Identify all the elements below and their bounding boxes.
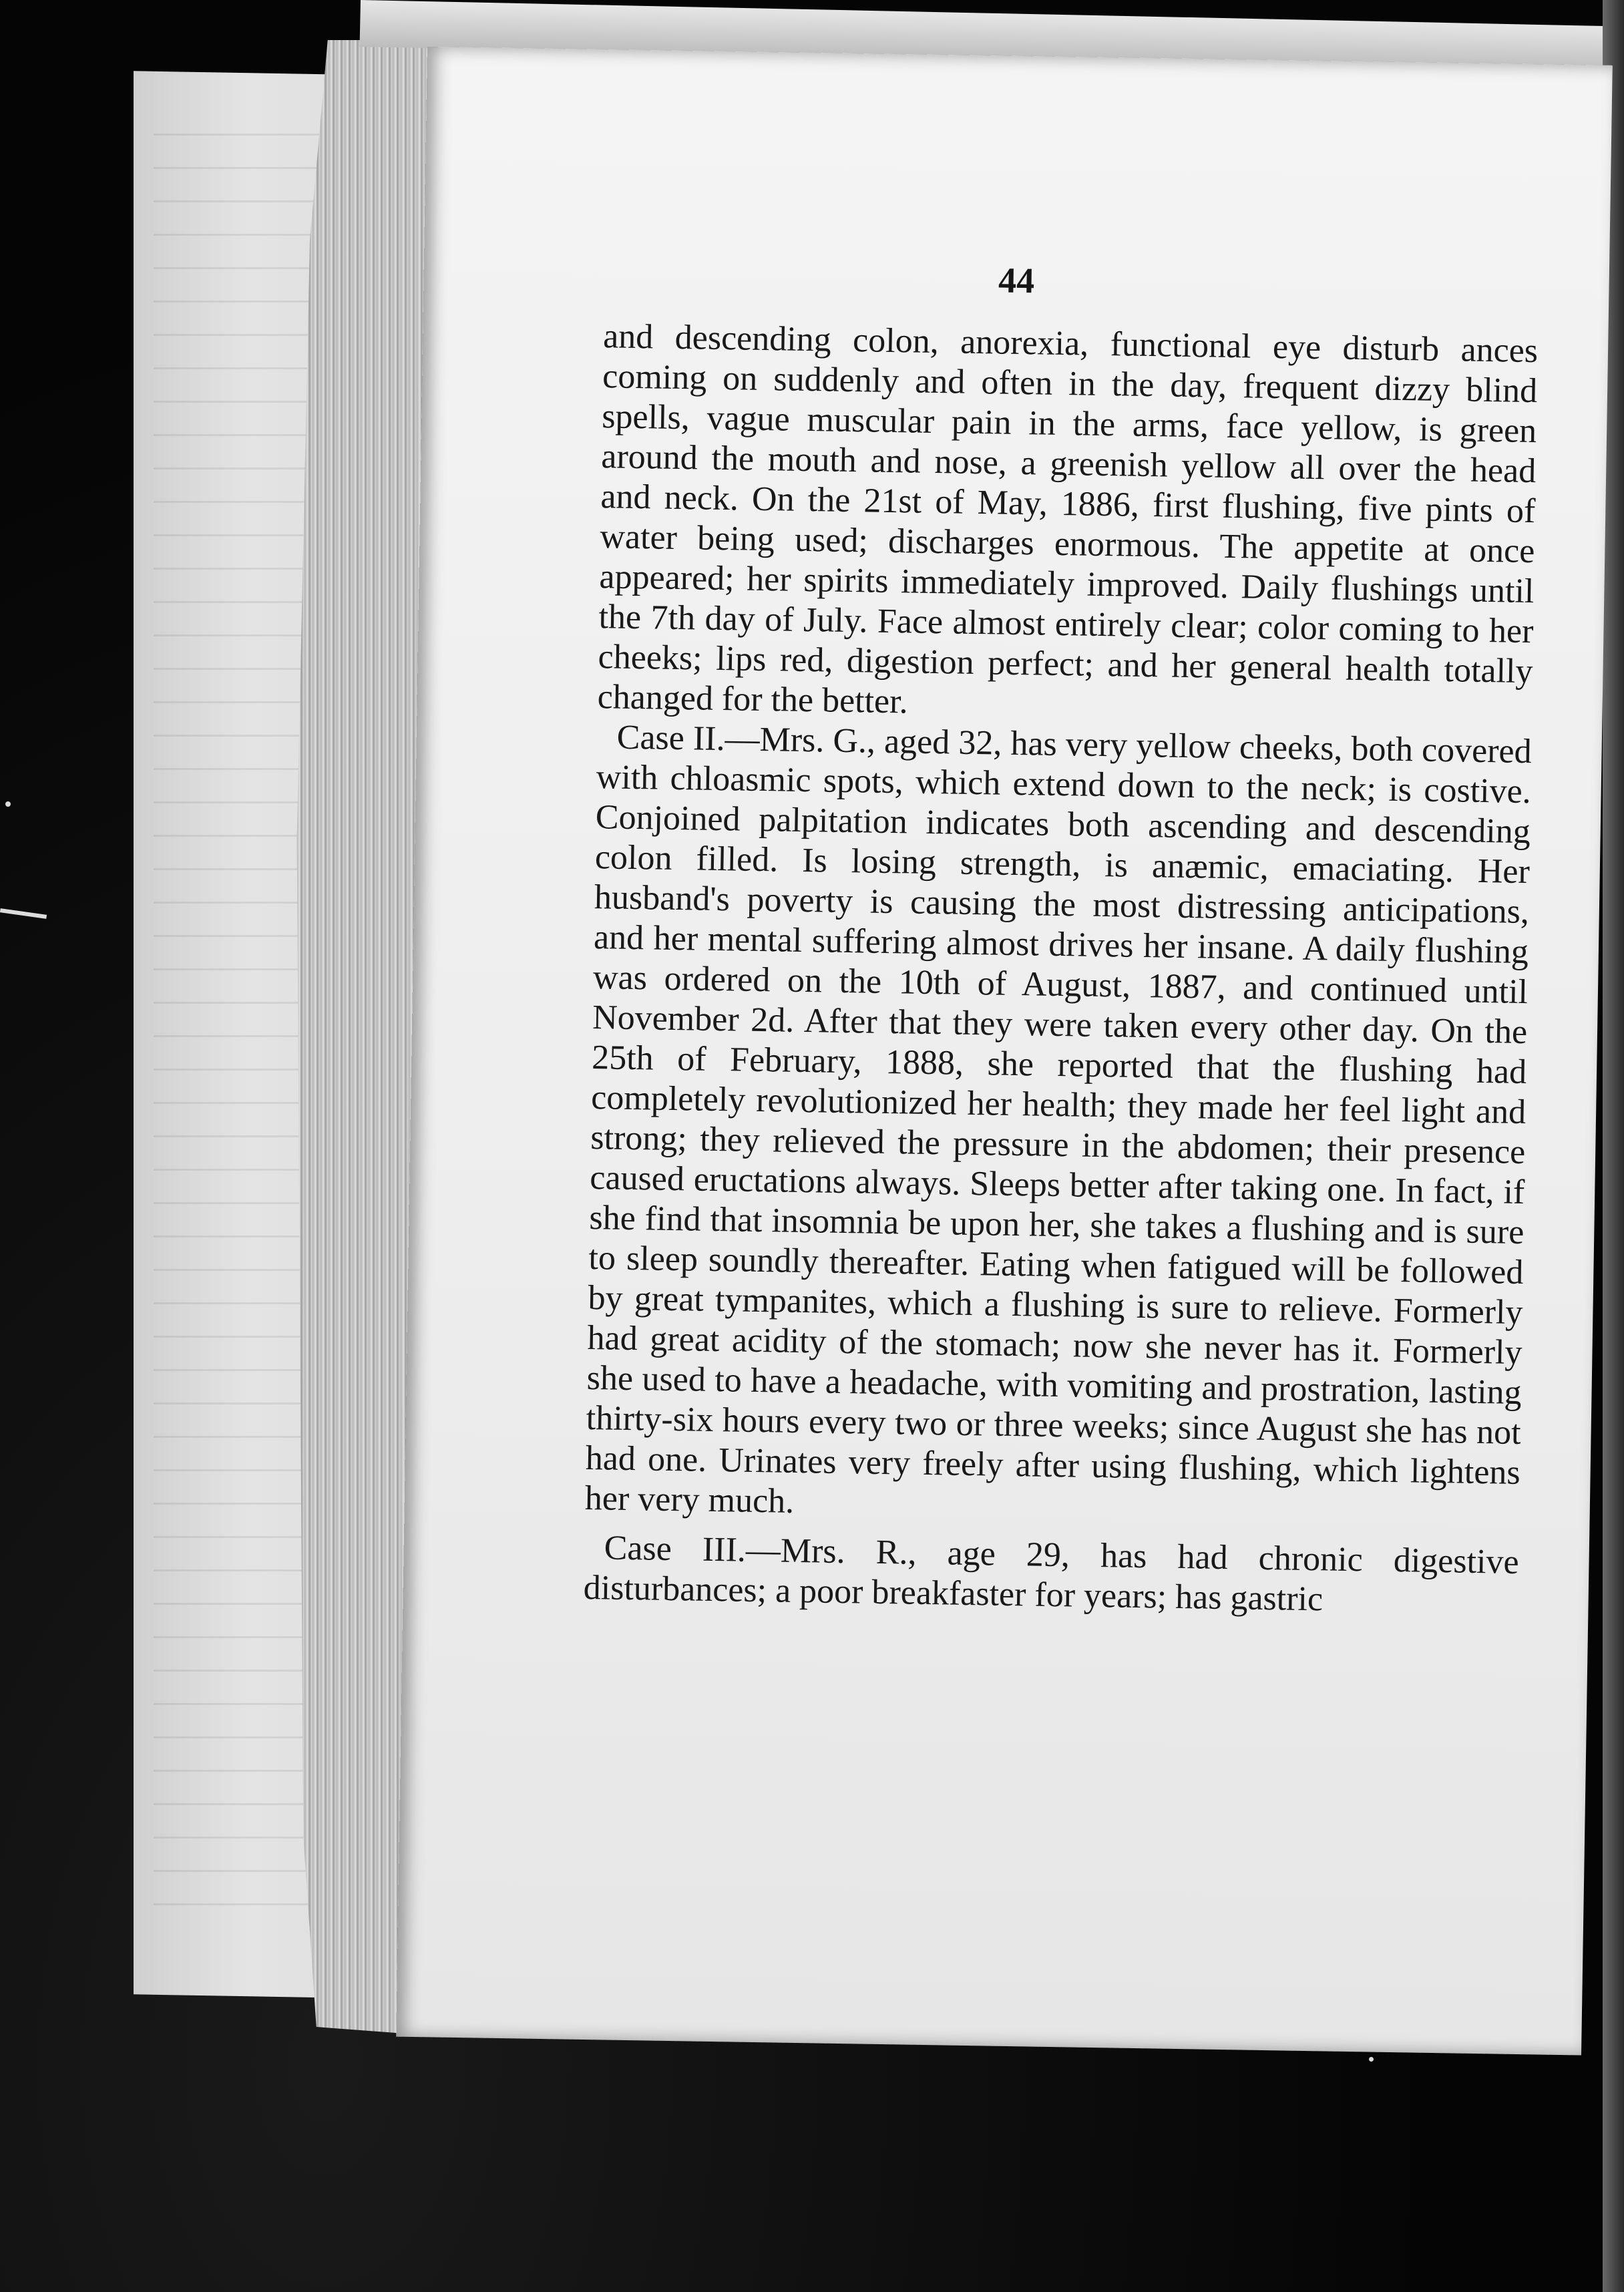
book-page xyxy=(396,47,1613,2056)
paragraph-case-ii: Case II.—Mrs. G., aged 32, has very yellow cheeks, both covered with chloasmic spots, which extend down to the neck; is costive. Conjoined palpitation indicates both ascending and descending colon filled. Is losing strength, is anæmic, emaciating. Her husband's poverty is causing the most distressing anticipations, and her mental suffering almost drives her insane. A daily flushing was ordered on the 10th of August, 1887, and continued until November 2d. After that they were taken every other day. On the 25th of February, 1888, she reported that the flushing had completely revolutionized her health; they made her feel light and strong; they relieved the pressure in the abdomen; their presence caused eructations always. Sleeps better after taking one. In fact, if she find that insomnia be upon her, she takes a flushing and is sure to sleep soundly thereafter. Eating when fatigued will be followed by great tympanites, which a flushing is sure to relieve. Formerly had great acidity of the stomach; now she never has it. Formerly she used to have a headache, with vomiting and prostration, lasting thirty-six hours every two or three weeks; since August she has not had one. Urinates very freely after using flushing, which lightens her very much. xyxy=(584,718,1533,1521)
paragraph-continued-case: and descending colon, anorexia, functional eye disturb ances coming on suddenly and often in the day, frequent dizzy blind spells, vague muscular pain in the arms, face yellow, is green around the mouth and nose, a greenish yellow all over the head and neck. On the 21st of May, 1886, first flushing, five pints of water being used; discharges enormous. The appetite at once appeared; her spirits immediately improved. Daily flushings until the 7th day of July. Face almost entirely clear; color coming to her cheeks; lips red, digestion perfect; and her general health totally changed for the better. xyxy=(597,317,1539,721)
page-number: 44 xyxy=(998,260,1035,301)
stray-dot xyxy=(5,801,11,807)
stray-dot xyxy=(1369,2057,1374,2062)
stray-mark xyxy=(0,908,47,919)
paragraph-case-iii: Case III.—Mrs. R., age 29, has had chronic digestive disturbances; a poor breakfaster for years; has gastric xyxy=(583,1529,1520,1619)
page-body-text xyxy=(583,317,1538,1623)
